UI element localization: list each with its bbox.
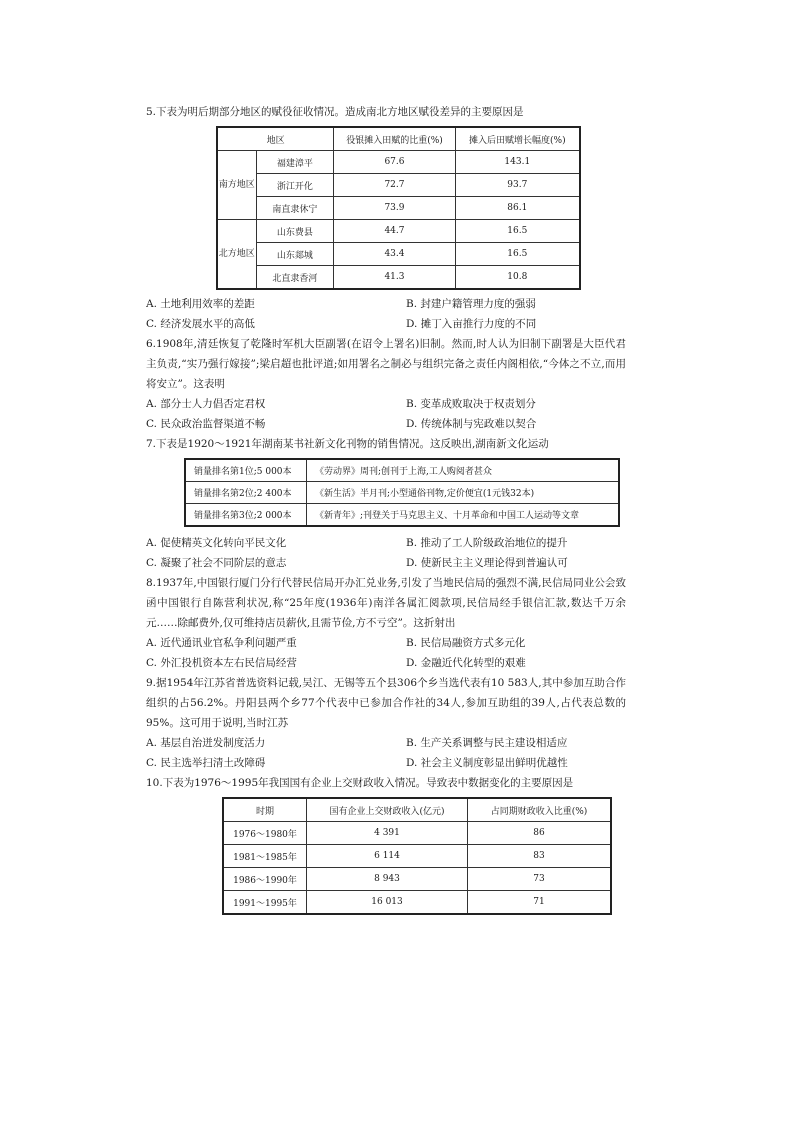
- rank-cell: 销量排名第3位;2 000本: [185, 504, 307, 527]
- header-region: 地区: [217, 127, 334, 151]
- question-9-options: [146, 733, 626, 773]
- value-cell: 93.7: [455, 174, 580, 197]
- option-d[interactable]: D. 使新民主主义理论得到普遍认可: [406, 557, 568, 569]
- option-c[interactable]: C. 外汇投机资本左右民信局经营: [146, 657, 297, 669]
- value-cell: 83: [468, 845, 612, 868]
- county-cell: 山东费县: [256, 220, 334, 243]
- table-row: [223, 822, 611, 845]
- option-c[interactable]: C. 凝聚了社会不同阶层的意志: [146, 557, 287, 569]
- value-cell: 16 013: [307, 891, 468, 915]
- county-cell: 南直隶休宁: [256, 197, 334, 220]
- table-row: [217, 174, 580, 197]
- option-b[interactable]: B. 民信局融资方式多元化: [406, 637, 526, 649]
- table-row: [223, 845, 611, 868]
- table-row: [217, 220, 580, 243]
- rank-cell: 销量排名第1位;5 000本: [185, 459, 307, 482]
- option-a[interactable]: A. 近代通讯业官私争利问题严重: [146, 637, 297, 649]
- option-d[interactable]: D. 社会主义制度彰显出鲜明优越性: [406, 757, 568, 769]
- desc-cell: 《劳动界》周刊;创刊于上海,工人购阅者甚众: [307, 459, 620, 482]
- county-cell: 福建漳平: [256, 151, 334, 174]
- value-cell: 72.7: [334, 174, 455, 197]
- value-cell: 16.5: [455, 220, 580, 243]
- question-5-options: [146, 294, 626, 334]
- option-a[interactable]: A. 土地利用效率的差距: [146, 298, 255, 310]
- table-header-row: [217, 127, 580, 151]
- value-cell: 10.8: [455, 266, 580, 290]
- header-amount: 国有企业上交财政收入(亿元): [307, 798, 468, 822]
- desc-cell: 《新青年》;刊登关于马克思主义、十月革命和中国工人运动等文章: [307, 504, 620, 527]
- option-d[interactable]: D. 金融近代化转型的艰难: [406, 657, 526, 669]
- table-row: [185, 504, 619, 527]
- value-cell: 16.5: [455, 243, 580, 266]
- value-cell: 86: [468, 822, 612, 845]
- table-row: [217, 243, 580, 266]
- desc-cell: 《新生活》半月刊;小型通俗刊物,定价便宜(1元钱32本): [307, 482, 620, 504]
- question-9-stem: 9.据1954年江苏省普选资料记载,吴江、无锡等五个县306个乡当选代表有10 583人,其中参加互助合作组织的占56.2%。丹阳县两个乡77个代表中已参加合作社的34人,参加互助组的39人,占代表总数的95%。这可用于说明,当时江苏: [146, 677, 626, 729]
- question-6-stem: 6.1908年,清廷恢复了乾隆时军机大臣副署(在诏令上署名)旧制。然而,时人认为旧制下副署是大臣代君主负责,“实乃强行嫁接”;梁启超也批评道;如用署名之制必与组织完备之责任内阁相依,“今体之不立,而用将安立”。这表明: [146, 338, 626, 390]
- region-south: 南方地区: [217, 151, 256, 220]
- table-row: [223, 868, 611, 891]
- option-a[interactable]: A. 基层自治迸发制度活力: [146, 737, 266, 749]
- county-cell: 浙江开化: [256, 174, 334, 197]
- question-5-table: [216, 126, 581, 290]
- rank-cell: 销量排名第2位;2 400本: [185, 482, 307, 504]
- value-cell: 143.1: [455, 151, 580, 174]
- question-10-stem: 10.下表为1976～1995年我国国有企业上交财政收入情况。导致表中数据变化的主要原因是: [146, 777, 574, 789]
- region-north: 北方地区: [217, 220, 256, 290]
- question-7-stem: 7.下表是1920～1921年湖南某书社新文化刊物的销售情况。这反映出,湖南新文化运动: [146, 438, 549, 450]
- question-6-options: [146, 394, 626, 434]
- option-a[interactable]: A. 部分士人力倡否定君权: [146, 398, 266, 410]
- header-growth: 摊入后田赋增长幅度(%): [455, 127, 580, 151]
- period-cell: 1981～1985年: [223, 845, 307, 868]
- value-cell: 44.7: [334, 220, 455, 243]
- option-c[interactable]: C. 经济发展水平的高低: [146, 318, 255, 330]
- option-c[interactable]: C. 民众政治监督渠道不畅: [146, 418, 266, 430]
- period-cell: 1986～1990年: [223, 868, 307, 891]
- value-cell: 41.3: [334, 266, 455, 290]
- question-10-table: [222, 797, 612, 915]
- county-cell: 山东郯城: [256, 243, 334, 266]
- table-row: [217, 266, 580, 290]
- value-cell: 73: [468, 868, 612, 891]
- header-share: 占同期财政收入比重(%): [468, 798, 612, 822]
- table-row: [185, 459, 619, 482]
- header-period: 时期: [223, 798, 307, 822]
- value-cell: 4 391: [307, 822, 468, 845]
- value-cell: 8 943: [307, 868, 468, 891]
- table-row: [223, 891, 611, 915]
- table-row: [217, 197, 580, 220]
- option-d[interactable]: D. 传统体制与宪政难以契合: [406, 418, 537, 430]
- question-8-stem: 8.1937年,中国银行厦门分行代替民信局开办汇兑业务,引发了当地民信局的强烈不满,民信局同业公会致函中国银行自陈营利状况,称“25年度(1936年)南洋各属汇阅款项,民信局经手银信汇款,数达千万余元……除邮费外,仅可维持店员薪伙,且需节俭,方不亏空”。这折射出: [146, 577, 626, 629]
- option-b[interactable]: B. 生产关系调整与民主建设相适应: [406, 737, 568, 749]
- option-b[interactable]: B. 推动了工人阶级政治地位的提升: [406, 537, 568, 549]
- option-b[interactable]: B. 封建户籍管理力度的强弱: [406, 298, 536, 310]
- question-5-stem: 5.下表为明后期部分地区的赋役征收情况。造成南北方地区赋役差异的主要原因是: [146, 106, 524, 118]
- question-8-options: [146, 633, 626, 673]
- question-7-table: [184, 458, 620, 527]
- value-cell: 6 114: [307, 845, 468, 868]
- exam-page: [146, 102, 626, 915]
- table-header-row: [223, 798, 611, 822]
- option-c[interactable]: C. 民主选举扫清土改障碍: [146, 757, 266, 769]
- option-a[interactable]: A. 促使精英文化转向平民文化: [146, 537, 287, 549]
- value-cell: 67.6: [334, 151, 455, 174]
- question-7-options: [146, 533, 626, 573]
- value-cell: 43.4: [334, 243, 455, 266]
- table-row: [217, 151, 580, 174]
- value-cell: 73.9: [334, 197, 455, 220]
- period-cell: 1976～1980年: [223, 822, 307, 845]
- option-d[interactable]: D. 摊丁入亩推行力度的不同: [406, 318, 537, 330]
- table-row: [185, 482, 619, 504]
- header-share: 役银摊入田赋的比重(%): [334, 127, 455, 151]
- value-cell: 86.1: [455, 197, 580, 220]
- option-b[interactable]: B. 变革成败取决于权责划分: [406, 398, 536, 410]
- value-cell: 71: [468, 891, 612, 915]
- county-cell: 北直隶香河: [256, 266, 334, 290]
- period-cell: 1991～1995年: [223, 891, 307, 915]
